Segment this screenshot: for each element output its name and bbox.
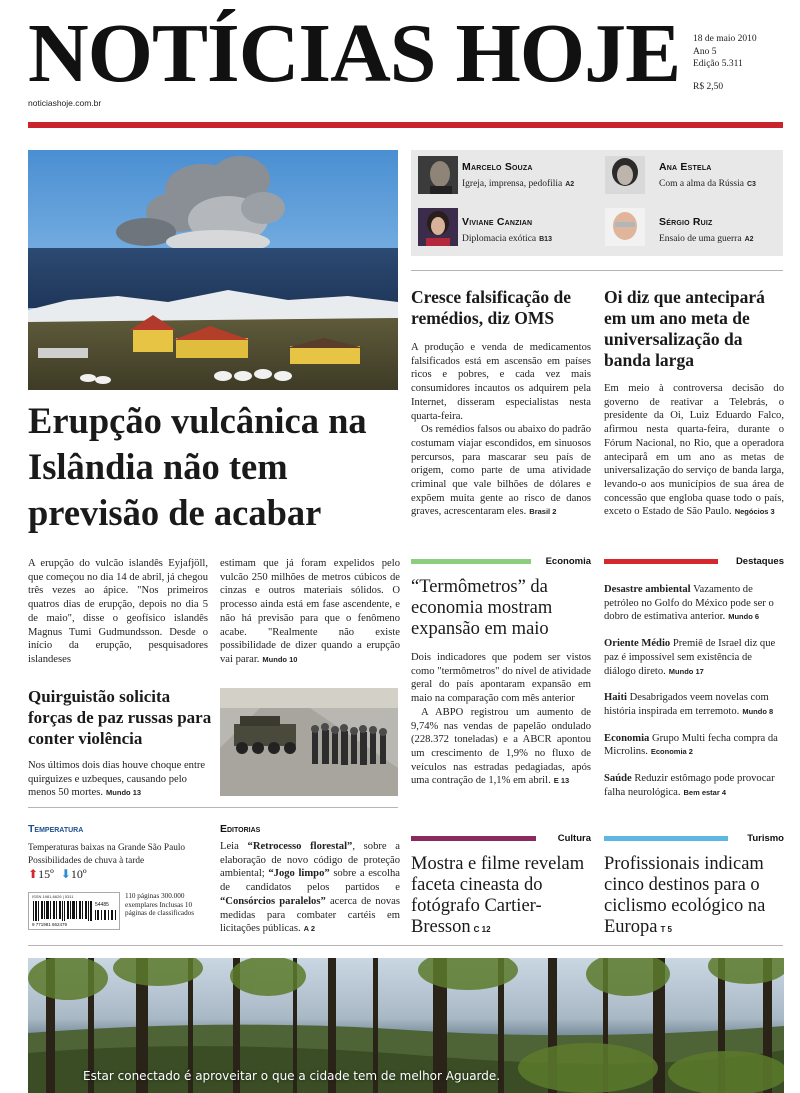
columnist-topic: Igreja, imprensa, pedofilia [462,179,563,189]
destaque-ref: Mundo 8 [742,706,774,716]
edition-number: Edição 5.311 [693,59,743,69]
editorias-text: , sobre a elaboração de novo código de proteção ambiental; [220,841,401,880]
columnist-name: Sérgio Ruiz [659,216,713,228]
turismo-bar [604,836,728,841]
volcano-photo[interactable] [28,150,398,390]
columnist-portrait-ana[interactable] [605,156,645,194]
destaque-text: Desabrigados veem novelas com história inspirada em terremoto. [604,692,769,717]
quirguistao-ref[interactable]: Mundo 13 [106,788,142,798]
temperatura-title: Temperatura [28,823,84,835]
quirguistao-text: Nos últimos dois dias houve choque entre quirguizes e uzbeques, causando pelo menos 50 mortes. [28,760,206,799]
destaque-text: Premiê de Israel diz que paz é impossível sem existência de diálogo direto. [604,638,776,677]
temperatura-values [28,867,87,882]
columnist-sergio[interactable] [659,216,754,244]
destaque-title: Economia [604,732,650,744]
destaque-ref: Economia 2 [650,747,693,757]
columnist-topic: Com a alma da Rússia [659,179,744,189]
divider [411,270,783,271]
destaque-title: Oriente Médio [604,638,671,650]
temperatura-max: 15º [38,867,54,881]
edition-date: 18 de maio 2010 [693,34,757,44]
barcode-icon [33,901,93,921]
masthead-title: NOTÍCIAS HOJE [28,7,681,100]
destaque-item[interactable] [604,732,784,759]
turismo-headline: Profissionais indicam cinco destinos para o ciclismo ecológico na Europa [604,854,766,937]
lead-headline[interactable]: Erupção vulcânica na Islândia não tem previsão de acabar [28,400,367,533]
columnist-ana[interactable] [659,161,756,189]
columnist-viviane[interactable] [462,216,552,244]
divider [28,945,783,946]
edition-price: R$ 2,50 [693,81,724,92]
economia-bar [411,559,531,564]
remedios-ref[interactable]: Brasil 2 [529,507,557,517]
economia-p1: Dois indicadores que podem ser vistos como "termômetros" do nível de atividade geral do país apontaram expansão em maio na comparação com mês anterior [411,652,591,705]
economia-body [411,651,591,788]
remedios-p1: A produção e venda de medicamentos falsificados está em ascensão em países ricos e pobres, e cada vez mais consumidores incautos os adquirem pela Internet, disseram especialistas nesta quarta-feira. [411,342,591,422]
arrow-down-icon: ⬇ [60,867,71,881]
oi-text: Em meio à controversa decisão do governo de reativar a Telebrás, o presidente da Oi, Luiz Eduardo Falco, afirmou nesta quarta-feira, durante o Fórum Nacional, no Rio, que a operadora anteciparå em um ano as metas de universalização do serviço de banda larga, levando-o aos municípios de sua área de concessão que engloba quase todo o país, exceto o Estado de São Paulo. [604,383,784,518]
lead-body-col2-text: estimam que já foram expelidos pelo vulcão 250 milhões de metros cúbicos de cinzas e outros materiais sólidos. O processo ainda está em fase ascendente, e não há previsão para que o fenômeno acabe. "Realmente não existe possibilidade de dizer quando a erupção vai parar. [220,558,400,665]
divider [28,807,398,808]
ad-banner[interactable] [28,958,784,1093]
volcano-photo-svg [28,150,398,390]
columnist-ref: A2 [565,181,575,188]
masthead-rule [28,122,783,128]
columnist-portrait-sergio[interactable] [605,208,645,246]
cultura-ref: C 12 [473,925,491,934]
lead-body-col2 [220,557,400,667]
temperatura-line1: Temperaturas baixas na Grande São Paulo [28,843,186,853]
editorias-link-consorcios[interactable]: “Consórcios paralelos” [220,895,326,907]
oi-body [604,382,784,519]
destaque-ref: Bem estar 4 [683,787,727,797]
destaque-text: Vazamento de petróleo no Golfo do México pode ser o dobro de estimativa anterior. [604,584,774,623]
barcode-top-text: ISSN 1981-6626 | 5311 [32,894,74,899]
destaque-item[interactable] [604,772,784,799]
barcode-number: 54485 [95,902,109,908]
editorias-title: Editorias [220,823,261,835]
editorias-body [220,840,400,936]
columnist-name: Marcelo Souza [462,161,533,173]
columnists-box [411,150,783,256]
ad-caption: Estar conectado é aproveitar o que a cidade tem de melhor Aguarde. [83,1069,501,1083]
remedios-body [411,341,591,519]
cultura-story[interactable] [411,854,596,940]
edition-year: Ano 5 [693,46,717,57]
destaque-text: Reduzir estômago pode provocar falha neurológica. [604,773,775,798]
edition-stats: 110 páginas 300.000 exemplares Inclusas 10 páginas de classificados [125,892,195,918]
columnist-topic: Ensaio de uma guerra [659,234,742,244]
cultura-headline: Mostra e filme revelam faceta cineasta do fotógrafo Cartier-Bresson [411,854,585,937]
lead-ref[interactable]: Mundo 10 [262,654,298,664]
quirguistao-body [28,759,213,800]
soldiers-photo[interactable] [220,688,398,796]
destaques-label[interactable]: Destaques [735,556,784,567]
oi-ref[interactable]: Negócios 3 [734,507,775,517]
destaque-item[interactable] [604,691,784,718]
destaque-title: Haiti [604,692,627,704]
economia-p2: A ABPO registrou um aumento de 9,74% nas vendas de papelão ondulado (228.372 toneladas) e a ABCR apontou um crescimento de 1,9% no fluxo de veículos nas estradas pedagiadas, após uma contração de 1,1% em abril. [411,706,591,787]
columnist-marcelo[interactable] [462,161,574,189]
lead-body-col1: A erupção do vulcão islandês Eyjafjöll, que começou no dia 14 de abril, já chegou três vezes ao ápice. "Nos primeiros quatros dias de erupção, depois no dia 5 de maio", disse o geofísico islandês Magnus Tumi Gudmundsson. Desde o início da erupção, pesquisadores islandeses [28,558,208,665]
destaques-list [604,583,784,799]
editorias-text: sobre a escolha de candidatos pelos partidos e [220,868,400,894]
site-url[interactable]: noticiashoje.com.br [28,98,102,108]
destaque-item[interactable] [604,583,784,624]
temperatura-min: 10º [70,867,87,881]
remedios-p2: Os remédios falsos ou abaixo do padrão costumam viajar escondidos, em sinuosos percursos, para mascarar seu país de origem, como parte de uma atividade criminal que vale bilhões de dólares e expõem muita gente ao risco de danos graves, acrescentaram eles. [411,424,591,518]
edition-info [693,33,757,93]
turismo-label[interactable]: Turismo [747,833,784,844]
columnist-portrait-marcelo[interactable] [418,156,458,194]
soldiers-photo-svg [220,688,398,796]
destaques-bar [604,559,718,564]
editorias-link-jogo-limpo[interactable]: “Jogo limpo” [268,868,330,880]
destaque-ref: Mundo 6 [728,612,760,622]
cultura-bar [411,836,536,841]
temperatura-text [28,842,213,868]
barcode [28,892,120,930]
destaque-title: Saúde [604,773,632,785]
quirguistao-headline[interactable]: Quirguistão solicita forças de paz russas para conter violência [28,687,212,748]
economia-ref[interactable]: E 13 [553,776,570,786]
economia-headline[interactable]: “Termômetros” da economia mostram expansão em maio [411,577,553,639]
columnist-ref: C3 [746,181,756,188]
columnist-ref: A2 [744,236,754,243]
barcode-digits: 9 771981 662479 [32,922,68,927]
temperatura-line2: Possibilidades de chuva à tarde [28,856,145,866]
editorias-link-retrocesso[interactable]: “Retrocesso florestal” [247,841,353,852]
editorias-text: Leia [220,841,239,852]
destaque-item[interactable] [604,637,784,678]
barcode-addon-icon [95,910,117,920]
destaque-ref: Mundo 17 [668,666,704,676]
columnist-portrait-viviane[interactable] [418,208,458,246]
editorias-ref[interactable]: A 2 [303,924,316,934]
columnist-name: Viviane Canzian [462,216,533,228]
oi-headline[interactable]: Oi diz que antecipará em um ano meta de universalização da banda larga [604,287,765,370]
cultura-label[interactable]: Cultura [557,833,591,844]
destaque-text: Grupo Multi fecha compra da Microlins. [604,732,778,758]
editorias-text: acerca de novas medidas para combater cartéis em licitações públicas. [220,895,400,935]
turismo-ref: T 5 [660,925,672,934]
economia-label[interactable]: Economia [545,556,591,567]
destaque-title: Desastre ambiental [604,584,691,595]
turismo-story[interactable] [604,854,784,940]
columnist-ref: B13 [539,236,552,243]
columnist-topic: Diplomacia exótica [462,234,537,244]
remedios-headline[interactable]: Cresce falsificação de remédios, diz OMS [411,287,572,328]
arrow-up-icon: ⬆ [28,867,39,881]
columnist-name: Ana Estela [659,161,712,173]
